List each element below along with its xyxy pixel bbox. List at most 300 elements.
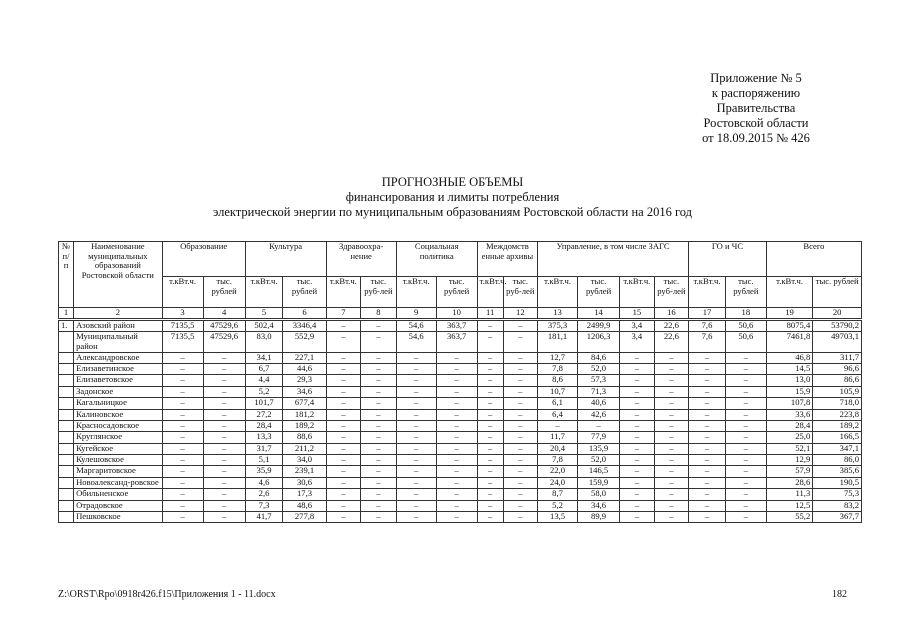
header-row-units (59, 277, 862, 308)
table-cell: 52,0 (578, 455, 620, 466)
table-row (59, 352, 862, 363)
table-cell: – (436, 432, 477, 443)
table-cell: 41,7 (245, 512, 283, 523)
table-cell: 88,6 (283, 432, 326, 443)
header-group-archives: Междомств енные архивы (477, 242, 537, 277)
table-cell: – (477, 363, 503, 374)
header-unit: тыс. рублей (203, 277, 245, 308)
table-cell: 75,3 (813, 489, 862, 500)
table-row (59, 512, 862, 523)
table-cell: – (396, 432, 436, 443)
table-cell: – (162, 420, 203, 431)
table-cell: – (725, 352, 766, 363)
table-cell: – (396, 512, 436, 523)
table-cell: 2499,9 (578, 320, 620, 332)
row-number (59, 386, 74, 397)
table-cell: 53790,2 (813, 320, 862, 332)
table-cell: – (436, 455, 477, 466)
table-cell: – (361, 352, 397, 363)
table-cell: – (396, 398, 436, 409)
table-cell: 29,3 (283, 375, 326, 386)
header-unit: т.кВт.ч. (766, 277, 812, 308)
table-cell: – (689, 420, 726, 431)
table-cell: – (725, 375, 766, 386)
table-row (59, 375, 862, 386)
table-cell: 40,6 (578, 398, 620, 409)
table-cell: – (396, 386, 436, 397)
header-unit: т.кВт.ч. (689, 277, 726, 308)
table-cell: – (203, 363, 245, 374)
table-row (59, 443, 862, 454)
table-cell: – (689, 352, 726, 363)
document-title: ПРОГНОЗНЫЕ ОБЪЕМЫ (381, 175, 524, 189)
table-cell: – (326, 489, 361, 500)
table-cell: – (203, 386, 245, 397)
table-cell: – (725, 386, 766, 397)
table-cell: – (725, 500, 766, 511)
table-cell: 552,9 (283, 332, 326, 352)
municipality-name: Кугейское (74, 443, 162, 454)
table-cell: 363,7 (436, 332, 477, 352)
table-cell: 7,8 (538, 455, 578, 466)
table-cell: 4,4 (245, 375, 283, 386)
footer-file-path: Z:\ORST\Rpo\0918r426.f15\Приложения 1 - 11.docx (58, 589, 276, 600)
table-cell: – (477, 477, 503, 488)
table-cell: – (326, 332, 361, 352)
table-row (59, 489, 862, 500)
municipality-name: Задонское (74, 386, 162, 397)
table-cell: – (436, 352, 477, 363)
table-cell: – (654, 409, 689, 420)
table-cell: – (689, 489, 726, 500)
table-cell: 47529,6 (203, 332, 245, 352)
table-cell: 17,3 (283, 489, 326, 500)
table-cell: 46,8 (766, 352, 812, 363)
table-cell: – (477, 420, 503, 431)
table-cell: – (620, 500, 655, 511)
table-cell: 239,1 (283, 466, 326, 477)
table-cell: 86,6 (813, 375, 862, 386)
table-cell: – (654, 386, 689, 397)
table-cell: 311,7 (813, 352, 862, 363)
table-cell: 22,6 (654, 320, 689, 332)
header-column-number: 20 (813, 308, 862, 320)
header-unit: тыс. рублей (578, 277, 620, 308)
table-cell: 22,0 (538, 466, 578, 477)
table-cell: – (361, 477, 397, 488)
table-cell: 34,1 (245, 352, 283, 363)
table-row (59, 455, 862, 466)
table-cell: 13,5 (538, 512, 578, 523)
municipality-name: Круглянское (74, 432, 162, 443)
table-cell: – (162, 352, 203, 363)
municipality-name: Александровское (74, 352, 162, 363)
table-cell: 347,1 (813, 443, 862, 454)
header-unit: т.кВт.ч. (477, 277, 503, 308)
header-column-number: 15 (620, 308, 655, 320)
document-subtitle-1: финансирования и лимиты потребления (345, 190, 560, 204)
table-cell: 50,6 (725, 320, 766, 332)
table-cell: 7,6 (689, 332, 726, 352)
table-cell: – (203, 420, 245, 431)
header-column-number: 17 (689, 308, 726, 320)
header-column-number: 4 (203, 308, 245, 320)
table-cell: – (725, 409, 766, 420)
row-number (59, 512, 74, 523)
table-cell: 10,7 (538, 386, 578, 397)
table-cell: – (503, 500, 538, 511)
table-cell: – (654, 432, 689, 443)
header-column-number: 5 (245, 308, 283, 320)
table-cell: – (477, 320, 503, 332)
table-cell: – (203, 443, 245, 454)
table-cell: 375,3 (538, 320, 578, 332)
table-cell: – (361, 455, 397, 466)
table-cell: – (436, 386, 477, 397)
table-cell: – (477, 386, 503, 397)
table-cell: 8075,4 (766, 320, 812, 332)
table-cell: 34,0 (283, 455, 326, 466)
table-cell: – (689, 386, 726, 397)
table-cell: 3346,4 (283, 320, 326, 332)
table-cell: – (689, 500, 726, 511)
table-cell: – (436, 443, 477, 454)
header-column-number: 1 (59, 308, 74, 320)
header-column-number: 2 (74, 308, 162, 320)
appendix-line-5: от 18.09.2015 № 426 (702, 131, 810, 145)
table-cell: – (689, 375, 726, 386)
table-cell: – (477, 398, 503, 409)
table-cell: – (326, 443, 361, 454)
table-cell: 7,3 (245, 500, 283, 511)
document-subtitle-2: электрической энергии по муниципальным образованиям Ростовской области на 2016 год (212, 205, 693, 219)
table-cell: – (477, 432, 503, 443)
table-cell: 5,1 (245, 455, 283, 466)
table-cell: – (361, 386, 397, 397)
table-cell: – (689, 363, 726, 374)
header-unit: т.кВт.ч. (620, 277, 655, 308)
table-cell: – (361, 320, 397, 332)
header-row-column-numbers (59, 308, 862, 320)
table-cell: 189,2 (813, 420, 862, 431)
table-cell: 83,2 (813, 500, 862, 511)
header-group-health: Здравоохра-нение (326, 242, 396, 277)
table-cell: – (503, 409, 538, 420)
table-cell: – (620, 375, 655, 386)
header-column-number: 19 (766, 308, 812, 320)
table-cell: – (689, 398, 726, 409)
table-cell: – (654, 363, 689, 374)
table-cell: 14,5 (766, 363, 812, 374)
table-cell: – (396, 420, 436, 431)
table-cell: – (503, 512, 538, 523)
table-cell: – (503, 420, 538, 431)
table-cell: 6,1 (538, 398, 578, 409)
table-cell: – (725, 432, 766, 443)
table-cell: – (620, 477, 655, 488)
table-cell: – (326, 466, 361, 477)
table-cell: – (162, 455, 203, 466)
table-cell: 12,9 (766, 455, 812, 466)
table-cell: – (436, 363, 477, 374)
row-number (59, 409, 74, 420)
table-cell: 54,6 (396, 320, 436, 332)
row-number (59, 500, 74, 511)
table-cell: – (396, 466, 436, 477)
municipality-name: Елизаветинское (74, 363, 162, 374)
table-cell: – (326, 386, 361, 397)
table-cell: – (725, 489, 766, 500)
header-unit: т.кВт.ч. (538, 277, 578, 308)
document-title-block (0, 175, 905, 220)
table-cell: 24,0 (538, 477, 578, 488)
header-unit: тыс. рублей (436, 277, 477, 308)
table-cell: 5,2 (538, 500, 578, 511)
table-cell: 71,3 (578, 386, 620, 397)
table-cell: 13,0 (766, 375, 812, 386)
table-row (59, 320, 862, 332)
table-cell: 44,6 (283, 363, 326, 374)
table-cell: 7135,5 (162, 332, 203, 352)
table-cell: 47529,6 (203, 320, 245, 332)
table-cell: 25,0 (766, 432, 812, 443)
table-cell: 159,9 (578, 477, 620, 488)
table-cell: – (396, 409, 436, 420)
header-num: № п/п (59, 242, 74, 308)
row-number (59, 466, 74, 477)
table-cell: 6,4 (538, 409, 578, 420)
row-number (59, 489, 74, 500)
table-cell: – (477, 455, 503, 466)
table-cell: – (689, 477, 726, 488)
table-cell: 34,6 (283, 386, 326, 397)
table-cell: 52,0 (578, 363, 620, 374)
table-cell: – (538, 420, 578, 431)
table-cell: 89,9 (578, 512, 620, 523)
header-column-number: 3 (162, 308, 203, 320)
table-cell: 4,6 (245, 477, 283, 488)
table-cell: – (203, 466, 245, 477)
table-cell: – (436, 375, 477, 386)
table-cell: 35,9 (245, 466, 283, 477)
table-cell: 718,0 (813, 398, 862, 409)
table-cell: – (689, 443, 726, 454)
header-unit: тыс. рублей (813, 277, 862, 308)
table-cell: 1206,3 (578, 332, 620, 352)
table-cell: 7461,8 (766, 332, 812, 352)
table-cell: 22,6 (654, 332, 689, 352)
row-number (59, 398, 74, 409)
table-cell: – (361, 466, 397, 477)
header-unit: тыс. руб-лей (361, 277, 397, 308)
table-cell: – (477, 375, 503, 386)
table-cell: 28,6 (766, 477, 812, 488)
table-cell: 34,6 (578, 500, 620, 511)
table-cell: 181,1 (538, 332, 578, 352)
table-cell: – (326, 375, 361, 386)
table-cell: – (436, 489, 477, 500)
table-cell: – (654, 512, 689, 523)
header-name: Наименование муниципальных образований Ростовской области (74, 242, 162, 308)
table-cell: – (203, 512, 245, 523)
table-cell: – (689, 466, 726, 477)
municipality-name: Маргаритовское (74, 466, 162, 477)
row-number (59, 477, 74, 488)
table-cell: – (361, 512, 397, 523)
table-cell: – (436, 409, 477, 420)
table-cell: 190,5 (813, 477, 862, 488)
table-cell: – (620, 512, 655, 523)
table-cell: – (477, 489, 503, 500)
header-unit: тыс. рублей (283, 277, 326, 308)
table-cell: – (477, 466, 503, 477)
header-column-number: 8 (361, 308, 397, 320)
table-cell: – (361, 363, 397, 374)
header-group-total: Всего (766, 242, 861, 277)
table-cell: – (689, 512, 726, 523)
table-cell: – (689, 409, 726, 420)
table-cell: – (326, 477, 361, 488)
row-number (59, 375, 74, 386)
table-cell: – (436, 466, 477, 477)
table-cell: – (361, 443, 397, 454)
table-cell: 20,4 (538, 443, 578, 454)
table-cell: – (654, 477, 689, 488)
table-cell: 7,8 (538, 363, 578, 374)
table-cell: – (725, 477, 766, 488)
table-cell: – (725, 363, 766, 374)
table-cell: – (326, 398, 361, 409)
table-cell: – (654, 375, 689, 386)
table-cell: 3,4 (620, 320, 655, 332)
table-cell: – (503, 432, 538, 443)
municipality-name: Елизаветовское (74, 375, 162, 386)
header-unit: т.кВт.ч. (396, 277, 436, 308)
table-cell: – (620, 352, 655, 363)
municipality-name: Красносадовское (74, 420, 162, 431)
table-cell: – (620, 398, 655, 409)
table-cell: 7135,5 (162, 320, 203, 332)
table-cell: – (477, 409, 503, 420)
table-cell: – (396, 477, 436, 488)
table-cell: 58,0 (578, 489, 620, 500)
header-group-education: Образование (162, 242, 245, 277)
table-cell: 105,9 (813, 386, 862, 397)
table-cell: – (203, 352, 245, 363)
appendix-line-4: Ростовской области (703, 116, 809, 130)
table-cell: – (503, 332, 538, 352)
table-cell: 83,0 (245, 332, 283, 352)
table-cell: 52,1 (766, 443, 812, 454)
header-column-number: 7 (326, 308, 361, 320)
municipality-name: Новоалександ-ровское (74, 477, 162, 488)
municipality-name: Кулешовское (74, 455, 162, 466)
municipality-name: Обильненское (74, 489, 162, 500)
table-cell: 11,3 (766, 489, 812, 500)
table-cell: – (396, 352, 436, 363)
table-cell: – (203, 455, 245, 466)
table-cell: – (654, 466, 689, 477)
row-number (59, 332, 74, 352)
header-unit: тыс. руб-лей (654, 277, 689, 308)
footer-page-number: 182 (832, 589, 847, 600)
table-cell: – (162, 363, 203, 374)
table-cell: – (503, 455, 538, 466)
appendix-line-1: Приложение № 5 (710, 71, 802, 85)
table-cell: – (162, 512, 203, 523)
row-number: 1. (59, 320, 74, 332)
table-cell: 86,0 (813, 455, 862, 466)
municipality-name: Муниципальный район (74, 332, 162, 352)
table-cell: – (361, 409, 397, 420)
table-cell: 8,7 (538, 489, 578, 500)
table-cell: 13,3 (245, 432, 283, 443)
municipality-name: Калиновское (74, 409, 162, 420)
table-cell: 5,2 (245, 386, 283, 397)
table-cell: 28,4 (245, 420, 283, 431)
table-cell: – (203, 432, 245, 443)
table-row (59, 420, 862, 431)
table-row (59, 363, 862, 374)
table-cell: – (162, 466, 203, 477)
header-unit: т.кВт.ч. (326, 277, 361, 308)
header-unit: т.кВт.ч. (245, 277, 283, 308)
header-group-culture: Культура (245, 242, 326, 277)
table-cell: – (689, 455, 726, 466)
table-cell: 27,2 (245, 409, 283, 420)
table-cell: 84,6 (578, 352, 620, 363)
row-number (59, 455, 74, 466)
table-cell: – (725, 466, 766, 477)
table-cell: – (162, 489, 203, 500)
energy-limits-table (58, 241, 862, 523)
table-row (59, 477, 862, 488)
table-cell: – (203, 398, 245, 409)
table-cell: 15,9 (766, 386, 812, 397)
table-cell: 189,2 (283, 420, 326, 431)
table-cell: – (162, 500, 203, 511)
table-cell: 101,7 (245, 398, 283, 409)
table-cell: – (436, 420, 477, 431)
header-column-number: 10 (436, 308, 477, 320)
table-cell: – (503, 375, 538, 386)
table-cell: 77,9 (578, 432, 620, 443)
header-unit: тыс. рублей (725, 277, 766, 308)
table-cell: 8,6 (538, 375, 578, 386)
table-cell: – (620, 409, 655, 420)
table-cell: 54,6 (396, 332, 436, 352)
header-group-management: Управление, в том числе ЗАГС (538, 242, 689, 277)
table-cell: 363,7 (436, 320, 477, 332)
municipality-name: Кагальницкое (74, 398, 162, 409)
table-cell: – (689, 432, 726, 443)
header-column-number: 14 (578, 308, 620, 320)
table-cell: – (477, 512, 503, 523)
table-cell: – (578, 420, 620, 431)
table-cell: – (203, 409, 245, 420)
table-cell: – (620, 432, 655, 443)
row-number (59, 443, 74, 454)
appendix-line-2: к распоряжению (711, 86, 801, 100)
header-unit: тыс. руб-лей (503, 277, 538, 308)
table-cell: 12,7 (538, 352, 578, 363)
table-cell: 42,6 (578, 409, 620, 420)
table-row (59, 409, 862, 420)
header-group-civil-defense: ГО и ЧС (689, 242, 767, 277)
table-cell: – (725, 512, 766, 523)
table-cell: – (654, 489, 689, 500)
table-cell: 385,6 (813, 466, 862, 477)
